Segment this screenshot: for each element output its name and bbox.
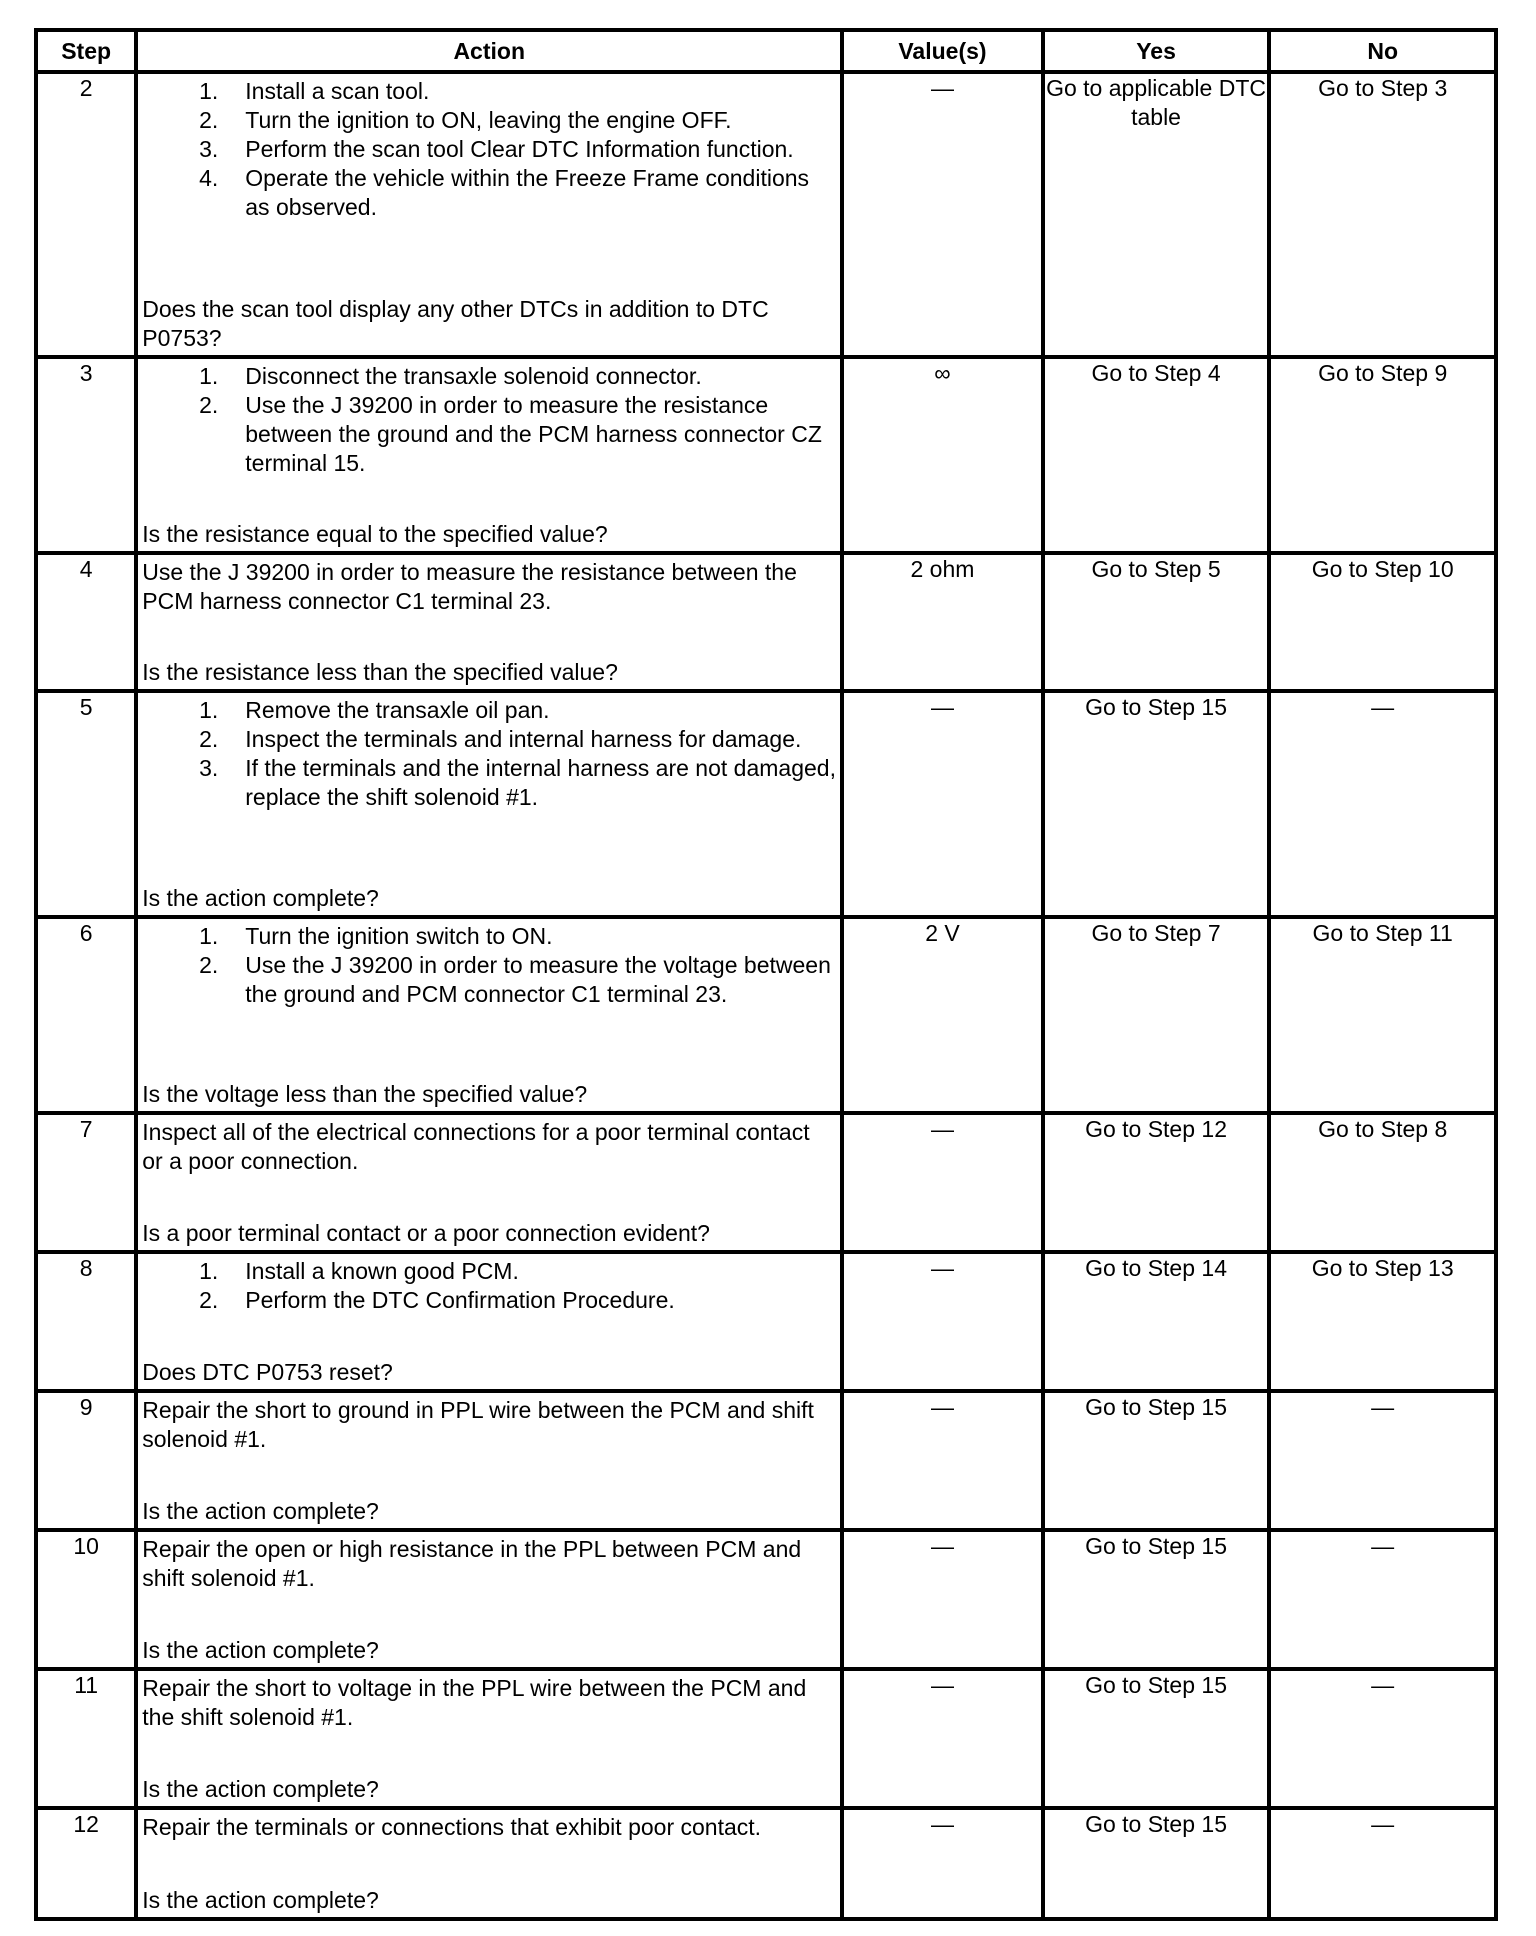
yes-cell: Go to Step 14 [1043, 1252, 1270, 1391]
action-steps-list [142, 77, 836, 222]
list-item [142, 164, 836, 222]
list-item-text: Turn the ignition to ON, leaving the engine OFF. [245, 107, 732, 133]
list-item [142, 1257, 836, 1286]
action-question: Is the action complete? [142, 1776, 379, 1802]
no-cell: — [1269, 691, 1496, 917]
list-item-text: Perform the DTC Confirmation Procedure. [245, 1287, 675, 1313]
action-instruction: Repair the short to ground in PPL wire between the PCM and shift solenoid #1. [142, 1397, 814, 1452]
value-cell: — [842, 1530, 1043, 1669]
value-cell: — [842, 691, 1043, 917]
action-steps-list [142, 922, 836, 1009]
yes-cell: Go to Step 15 [1043, 1669, 1270, 1808]
table-row [36, 553, 1496, 691]
step-number: 6 [36, 917, 136, 1113]
yes-cell: Go to Step 15 [1043, 1391, 1270, 1530]
no-cell: — [1269, 1530, 1496, 1669]
action-question: Is the resistance less than the specified value? [142, 659, 618, 685]
action-question: Is the action complete? [142, 885, 379, 911]
no-cell: Go to Step 13 [1269, 1252, 1496, 1391]
list-item-text: Remove the transaxle oil pan. [245, 697, 550, 723]
list-item-text: Use the J 39200 in order to measure the voltage between the ground and PCM connector C1 terminal 23. [245, 952, 831, 1007]
value-cell: ∞ [842, 357, 1043, 553]
header-no: No [1269, 30, 1496, 72]
list-item-number: 1. [199, 363, 219, 389]
table-row [36, 917, 1496, 1113]
step-number: 4 [36, 553, 136, 691]
step-number: 9 [36, 1391, 136, 1530]
table-row [36, 1113, 1496, 1252]
action-cell [136, 553, 842, 691]
list-item-text: Install a scan tool. [245, 78, 430, 104]
table-row [36, 1669, 1496, 1808]
action-question: Is the action complete? [142, 1498, 379, 1524]
action-cell [136, 72, 842, 357]
list-item [142, 922, 836, 951]
no-cell: — [1269, 1391, 1496, 1530]
yes-cell: Go to Step 12 [1043, 1113, 1270, 1252]
header-step: Step [36, 30, 136, 72]
action-instruction: Inspect all of the electrical connections for a poor terminal contact or a poor connection. [142, 1119, 810, 1174]
yes-cell: Go to Step 15 [1043, 1808, 1270, 1919]
list-item-number: 2. [199, 392, 219, 418]
list-item-number: 2. [199, 726, 219, 752]
yes-cell: Go to Step 5 [1043, 553, 1270, 691]
step-number: 8 [36, 1252, 136, 1391]
yes-cell: Go to Step 7 [1043, 917, 1270, 1113]
value-cell: — [842, 72, 1043, 357]
header-yes: Yes [1043, 30, 1270, 72]
table-row [36, 691, 1496, 917]
action-instruction: Repair the terminals or connections that exhibit poor contact. [142, 1814, 762, 1840]
value-cell: — [842, 1669, 1043, 1808]
list-item [142, 135, 836, 164]
action-cell [136, 1391, 842, 1530]
action-question: Is a poor terminal contact or a poor connection evident? [142, 1220, 710, 1246]
action-instruction: Use the J 39200 in order to measure the resistance between the PCM harness connector C1 terminal 23. [142, 559, 797, 614]
list-item [142, 1286, 836, 1315]
no-cell: Go to Step 3 [1269, 72, 1496, 357]
list-item-number: 2. [199, 952, 219, 978]
list-item-text: Inspect the terminals and internal harness for damage. [245, 726, 802, 752]
table-row [36, 1252, 1496, 1391]
action-question: Does DTC P0753 reset? [142, 1359, 393, 1385]
step-number: 5 [36, 691, 136, 917]
action-steps-list [142, 1257, 836, 1315]
value-cell: — [842, 1808, 1043, 1919]
no-cell: Go to Step 9 [1269, 357, 1496, 553]
yes-cell: Go to Step 15 [1043, 691, 1270, 917]
value-cell: — [842, 1113, 1043, 1252]
table-row [36, 72, 1496, 357]
list-item-text: Turn the ignition switch to ON. [245, 923, 553, 949]
action-instruction: Repair the short to voltage in the PPL wire between the PCM and the shift solenoid #1. [142, 1675, 807, 1730]
list-item [142, 725, 836, 754]
value-cell: 2 ohm [842, 553, 1043, 691]
value-cell: — [842, 1391, 1043, 1530]
list-item-text: If the terminals and the internal harness are not damaged, replace the shift solenoid #1. [245, 755, 836, 810]
action-cell [136, 357, 842, 553]
step-number: 2 [36, 72, 136, 357]
list-item-text: Use the J 39200 in order to measure the resistance between the ground and the PCM harness connector CZ terminal 15. [245, 392, 822, 476]
step-number: 10 [36, 1530, 136, 1669]
action-question: Is the action complete? [142, 1637, 379, 1663]
no-cell: Go to Step 10 [1269, 553, 1496, 691]
list-item [142, 696, 836, 725]
action-cell [136, 1252, 842, 1391]
list-item-number: 4. [199, 165, 219, 191]
list-item-number: 3. [199, 136, 219, 162]
list-item [142, 951, 836, 1009]
step-number: 12 [36, 1808, 136, 1919]
list-item-number: 2. [199, 107, 219, 133]
list-item-text: Disconnect the transaxle solenoid connector. [245, 363, 702, 389]
yes-cell: Go to applicable DTC table [1043, 72, 1270, 357]
action-cell [136, 917, 842, 1113]
step-number: 7 [36, 1113, 136, 1252]
yes-cell: Go to Step 15 [1043, 1530, 1270, 1669]
header-action: Action [136, 30, 842, 72]
table-row [36, 1530, 1496, 1669]
table-row [36, 1808, 1496, 1919]
step-number: 11 [36, 1669, 136, 1808]
action-cell [136, 1530, 842, 1669]
no-cell: — [1269, 1669, 1496, 1808]
action-cell [136, 1669, 842, 1808]
list-item-number: 1. [199, 1258, 219, 1284]
action-question: Does the scan tool display any other DTCs in addition to DTC P0753? [142, 296, 769, 351]
list-item [142, 77, 836, 106]
list-item-number: 1. [199, 78, 219, 104]
action-question: Is the resistance equal to the specified value? [142, 521, 608, 547]
list-item-number: 1. [199, 697, 219, 723]
action-question: Is the voltage less than the specified value? [142, 1081, 588, 1107]
yes-cell: Go to Step 4 [1043, 357, 1270, 553]
action-steps-list [142, 696, 836, 812]
action-question: Is the action complete? [142, 1887, 379, 1913]
action-cell [136, 1113, 842, 1252]
list-item-text: Install a known good PCM. [245, 1258, 519, 1284]
no-cell: Go to Step 11 [1269, 917, 1496, 1113]
no-cell: — [1269, 1808, 1496, 1919]
list-item [142, 754, 836, 812]
list-item-number: 3. [199, 755, 219, 781]
action-steps-list [142, 362, 836, 478]
list-item [142, 106, 836, 135]
table-row [36, 1391, 1496, 1530]
list-item [142, 391, 836, 478]
action-cell [136, 1808, 842, 1919]
list-item [142, 362, 836, 391]
action-instruction: Repair the open or high resistance in the PPL between PCM and shift solenoid #1. [142, 1536, 802, 1591]
list-item-number: 1. [199, 923, 219, 949]
list-item-text: Perform the scan tool Clear DTC Information function. [245, 136, 794, 162]
table-row [36, 357, 1496, 553]
action-cell [136, 691, 842, 917]
diagnostic-table [34, 28, 1498, 1921]
header-values: Value(s) [842, 30, 1043, 72]
no-cell: Go to Step 8 [1269, 1113, 1496, 1252]
header-row [36, 30, 1496, 72]
list-item-text: Operate the vehicle within the Freeze Frame conditions as observed. [245, 165, 810, 220]
value-cell: — [842, 1252, 1043, 1391]
value-cell: 2 V [842, 917, 1043, 1113]
step-number: 3 [36, 357, 136, 553]
list-item-number: 2. [199, 1287, 219, 1313]
